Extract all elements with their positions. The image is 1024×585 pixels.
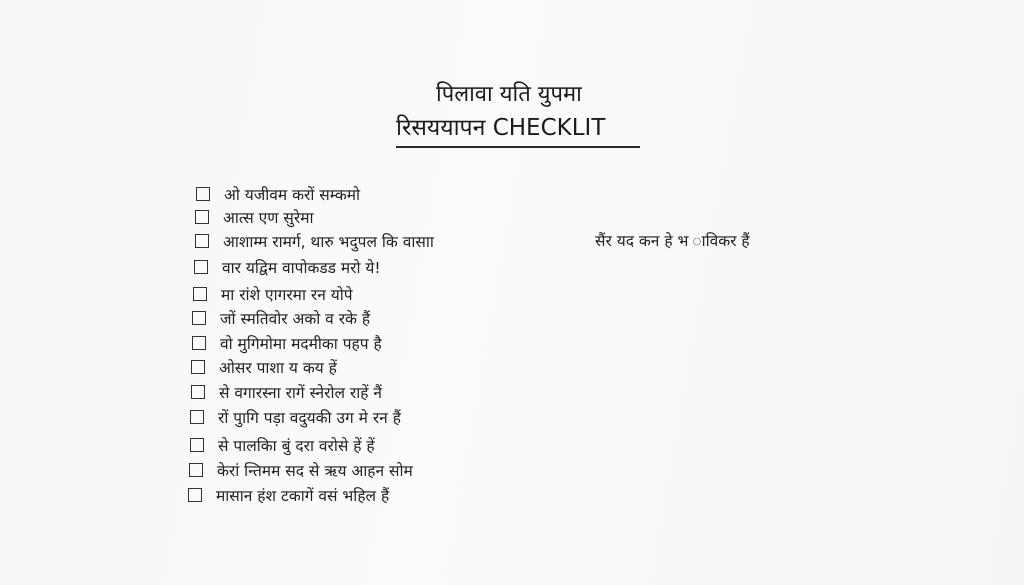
checklist-item bbox=[196, 183, 360, 205]
checkbox[interactable] bbox=[189, 463, 203, 477]
checkbox[interactable] bbox=[196, 187, 210, 201]
checklist-item-label: जों स्मतिवोर अको व रके हैं bbox=[220, 310, 371, 328]
document-title: पिलावा यति युपमा bbox=[436, 82, 582, 107]
checkbox[interactable] bbox=[195, 234, 209, 248]
checklist-item bbox=[195, 230, 434, 252]
checklist-item bbox=[189, 459, 413, 481]
checkbox[interactable] bbox=[190, 438, 204, 452]
checkbox[interactable] bbox=[191, 385, 205, 399]
checkbox[interactable] bbox=[191, 360, 205, 374]
checklist-item bbox=[191, 356, 337, 378]
checklist-item bbox=[193, 283, 353, 305]
checklist-item bbox=[190, 434, 375, 456]
checklist-item-label: ओ यजीवम करों सम्कमो bbox=[224, 186, 361, 204]
checklist-item-label: रों पुागि पड़ा वदुयकी उग मे रन हैं bbox=[218, 409, 401, 427]
checkbox[interactable] bbox=[195, 210, 209, 224]
checklist-item-label: आत्स एण सुरेमा bbox=[223, 209, 314, 227]
checklist-item-label: ओसर पाशा य कय हें bbox=[219, 359, 337, 377]
checklist-item bbox=[192, 307, 370, 329]
checklist-item-label: से पालकिा बुं दरा वरोसे हें हें bbox=[218, 437, 375, 455]
checklist-item bbox=[192, 332, 382, 354]
checklist-item-label: वार यद्विम वापोकडड मरो ये! bbox=[222, 259, 381, 277]
side-note: सैंर यद कन हे भ ाविकर हैं bbox=[595, 232, 750, 250]
checklist-item-label: केरां न्तिमम सद से ऋय आहन सोम bbox=[217, 462, 413, 480]
checklist-item bbox=[191, 381, 382, 403]
checklist-item bbox=[195, 206, 314, 228]
checkbox[interactable] bbox=[190, 410, 204, 424]
checklist-item bbox=[188, 484, 389, 506]
checkbox[interactable] bbox=[193, 287, 207, 301]
checklist-item-label: मा रांशे एागरमा रन योपे bbox=[221, 286, 353, 304]
checkbox[interactable] bbox=[194, 260, 208, 274]
checkbox[interactable] bbox=[192, 336, 206, 350]
checklist-item bbox=[190, 406, 401, 428]
checklist-item-label: से वगारस्ना रागें स्नेरोल राहें नैं bbox=[219, 384, 383, 402]
document-subtitle: रिसययापन CHECKLIT bbox=[396, 110, 640, 148]
checklist-item-label: वो मुगिमोमा मदमीका पहप है bbox=[220, 335, 382, 353]
checkbox[interactable] bbox=[188, 488, 202, 502]
checklist-item-label: आशाम्म रामर्ग, थारु भदुपल कि वासाा bbox=[223, 233, 434, 251]
checklist-item-label: मासान हंश टकागें वसं भहिल हैं bbox=[216, 487, 390, 505]
checklist-item bbox=[194, 256, 381, 278]
checkbox[interactable] bbox=[192, 311, 206, 325]
